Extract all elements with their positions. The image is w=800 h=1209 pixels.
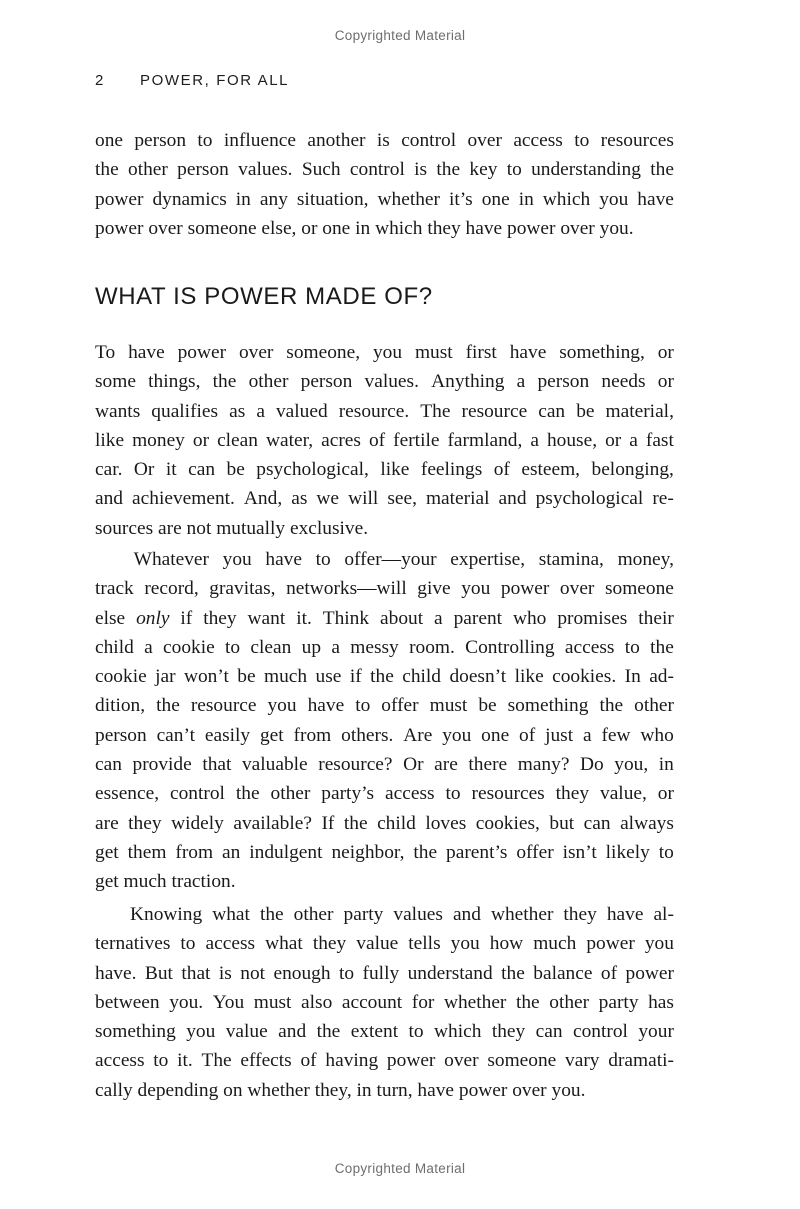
text-line: get them from an indulgent neighbor, the parent’s offer isn’t likely to <box>95 841 674 863</box>
text-line: have. But that is not enough to fully understand the balance of power <box>95 962 674 984</box>
text-line: get much traction. <box>95 871 236 893</box>
text-line: something you value and the extent to which they can control your <box>95 1021 674 1043</box>
text-line: track record, gravitas, networks—will give you power over someone <box>95 578 674 600</box>
paragraph-indent <box>95 900 120 929</box>
text-line: Knowing what the other party values and whether they have al- <box>95 900 674 929</box>
copyright-watermark-top: Copyrighted Material <box>334 28 466 43</box>
text-line: car. Or it can be psychological, like feelings of esteem, belonging, <box>95 459 674 481</box>
text-line: cookie jar won’t be much use if the child doesn’t like cookies. In ad- <box>95 666 674 688</box>
page-number: 2 <box>95 72 104 89</box>
paragraph-whatever-you-have <box>95 545 674 897</box>
text-line: else only if they want it. Think about a parent who promises their <box>95 607 674 629</box>
text-line: can provide that valuable resource? Or are there many? Do you, in <box>95 754 674 776</box>
text-line: power over someone else, or one in which they have power over you. <box>95 217 634 239</box>
copyright-watermark-bottom: Copyrighted Material <box>334 1161 466 1176</box>
text-line: dition, the resource you have to offer must be something the other <box>95 695 674 717</box>
section-heading: WHAT IS POWER MADE OF? <box>95 283 433 310</box>
text-line: are they widely available? If the child loves cookies, but can always <box>95 812 674 834</box>
text-line: the other person values. Such control is the key to understanding the <box>95 159 674 181</box>
paragraph-indent <box>95 545 120 574</box>
text-line: some things, the other person values. Anything a person needs or <box>95 371 674 393</box>
paragraph-continued <box>95 126 674 243</box>
text-line: person can’t easily get from others. Are you one of just a few who <box>95 724 674 746</box>
running-head-title: POWER, FOR ALL <box>140 72 290 89</box>
text-line: power dynamics in any situation, whether it’s one in which you have <box>95 188 674 210</box>
text-line: To have power over someone, you must first have something, or <box>95 342 674 363</box>
text-line: Whatever you have to offer—your expertise, stamina, money, <box>95 545 674 574</box>
text-line: sources are not mutually exclusive. <box>95 517 369 539</box>
text-line: child a cookie to clean up a messy room. Controlling access to the <box>95 636 674 658</box>
text-line: access to it. The effects of having power over someone vary dramati- <box>95 1050 674 1072</box>
text-line: essence, control the other party’s access to resources they value, or <box>95 783 674 805</box>
text-line: like money or clean water, acres of fertile farmland, a house, or a fast <box>95 429 674 451</box>
text-line: cally depending on whether they, in turn, have power over you. <box>95 1079 586 1101</box>
text-line: one person to influence another is control over access to resources <box>95 130 674 151</box>
text-line: wants qualifies as a valued resource. The resource can be material, <box>95 400 674 422</box>
paragraph-to-have-power <box>95 338 674 543</box>
text-line: ternatives to access what they value tells you how much power you <box>95 933 674 955</box>
running-head <box>95 72 289 89</box>
text-line: and achievement. And, as we will see, material and psychological re- <box>95 488 674 510</box>
text-line: between you. You must also account for whether the other party has <box>95 991 674 1013</box>
paragraph-knowing-what <box>95 900 674 1105</box>
